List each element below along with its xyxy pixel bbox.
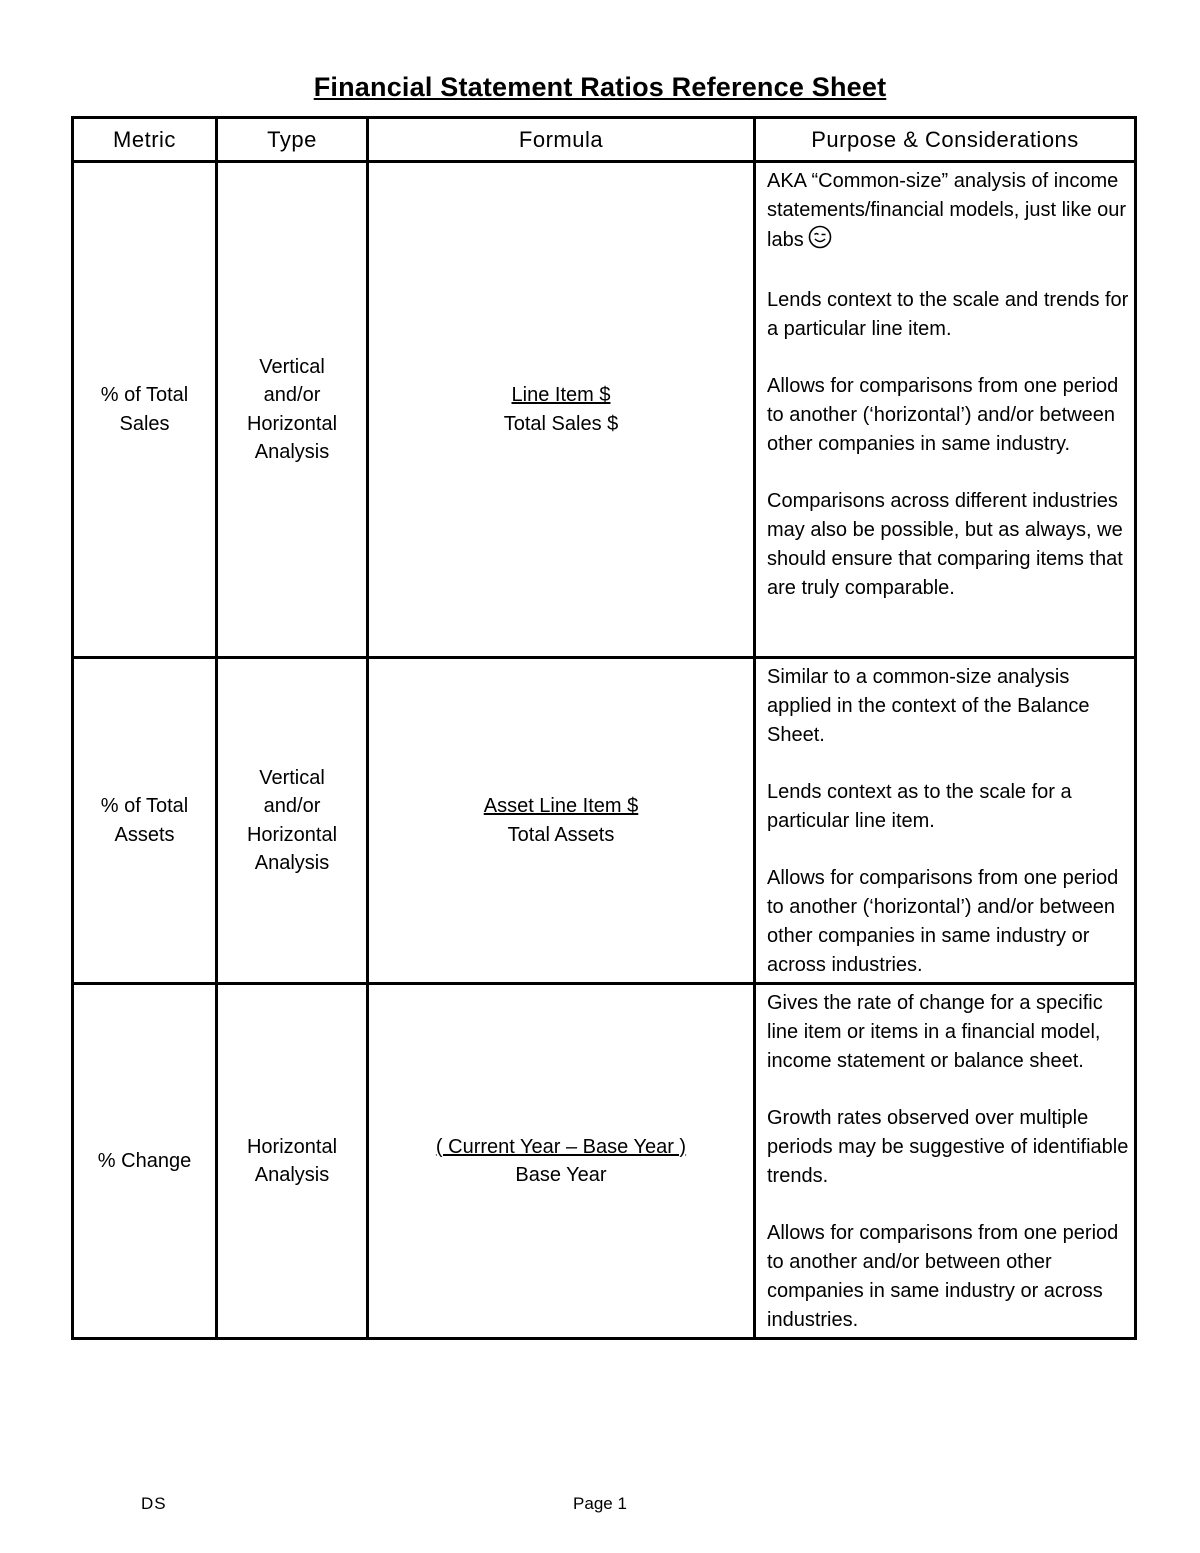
header-metric: Metric xyxy=(73,118,217,162)
purpose-paragraph: Similar to a common-size analysis applied in the context of the Balance Sheet. xyxy=(767,666,1090,746)
table-row xyxy=(73,658,1136,984)
type-text: Vertical xyxy=(259,355,325,378)
formula-denominator: Total Assets xyxy=(507,823,615,846)
ratios-table xyxy=(71,116,1137,1340)
purpose-paragraph: Gives the rate of change for a specific line item or items in a financial model, income statement or balance sheet. xyxy=(767,992,1103,1072)
type-text: Vertical xyxy=(259,766,325,789)
winking-smiley-icon xyxy=(808,225,832,258)
metric-text: % of Total xyxy=(100,384,189,406)
purpose-paragraph: Allows for comparisons from one period to another (‘horizontal’) and/or between other companies in same industry. xyxy=(767,375,1119,455)
type-text: Analysis xyxy=(254,852,330,874)
header-type: Type xyxy=(217,118,368,162)
type-text: Horizontal xyxy=(246,1135,338,1158)
table-row xyxy=(73,162,1136,658)
metric-text: % Change xyxy=(97,1149,192,1172)
purpose-cell xyxy=(755,984,1136,1339)
formula-cell xyxy=(368,984,755,1339)
metric-text: Assets xyxy=(114,823,175,846)
purpose-paragraph: Lends context as to the scale for a particular line item. xyxy=(767,781,1072,832)
table-row xyxy=(73,984,1136,1339)
metric-text: Sales xyxy=(119,412,170,435)
purpose-paragraph xyxy=(767,167,1132,258)
formula-numerator: ( Current Year – Base Year ) xyxy=(435,1135,687,1158)
table-header-row xyxy=(73,118,1136,162)
metric-text: % of Total xyxy=(100,795,189,817)
type-cell xyxy=(217,658,368,984)
footer-author: DS xyxy=(141,1494,167,1513)
metric-cell xyxy=(73,984,217,1339)
formula-cell xyxy=(368,162,755,658)
header-purpose: Purpose & Considerations xyxy=(755,118,1136,162)
type-text: and/or xyxy=(263,384,321,406)
formula-numerator: Asset Line Item $ xyxy=(483,795,639,817)
header-formula: Formula xyxy=(368,118,755,162)
type-text: Horizontal xyxy=(246,823,338,846)
type-cell xyxy=(217,984,368,1339)
formula-numerator: Line Item $ xyxy=(511,384,611,406)
purpose-paragraph: Lends context to the scale and trends for a particular line item. xyxy=(767,289,1129,340)
metric-cell xyxy=(73,658,217,984)
page-title: Financial Statement Ratios Reference Sheet xyxy=(313,72,887,102)
purpose-paragraph: Allows for comparisons from one period to another (‘horizontal’) and/or between other companies in same industry or across industries. xyxy=(767,867,1119,976)
type-text: Analysis xyxy=(254,441,330,463)
purpose-paragraph: Comparisons across different industries may also be possible, but as always, we should ensure that comparing items that are truly comparable. xyxy=(767,490,1123,599)
type-text: Horizontal xyxy=(246,412,338,435)
purpose-paragraph: Growth rates observed over multiple periods may be suggestive of identifiable trends. xyxy=(767,1107,1129,1187)
purpose-text: AKA “Common-size” analysis of income statements/financial models, just like our labs xyxy=(767,170,1127,251)
type-text: Analysis xyxy=(254,1164,330,1186)
purpose-cell xyxy=(755,658,1136,984)
purpose-cell xyxy=(755,162,1136,658)
formula-denominator: Base Year xyxy=(515,1164,607,1186)
type-cell xyxy=(217,162,368,658)
formula-denominator: Total Sales $ xyxy=(503,412,619,435)
purpose-paragraph: Allows for comparisons from one period to another and/or between other companies in same industry or across industries. xyxy=(767,1222,1119,1331)
type-text: and/or xyxy=(263,795,321,817)
formula-cell xyxy=(368,658,755,984)
footer-page-number: Page 1 xyxy=(573,1494,627,1513)
metric-cell xyxy=(73,162,217,658)
